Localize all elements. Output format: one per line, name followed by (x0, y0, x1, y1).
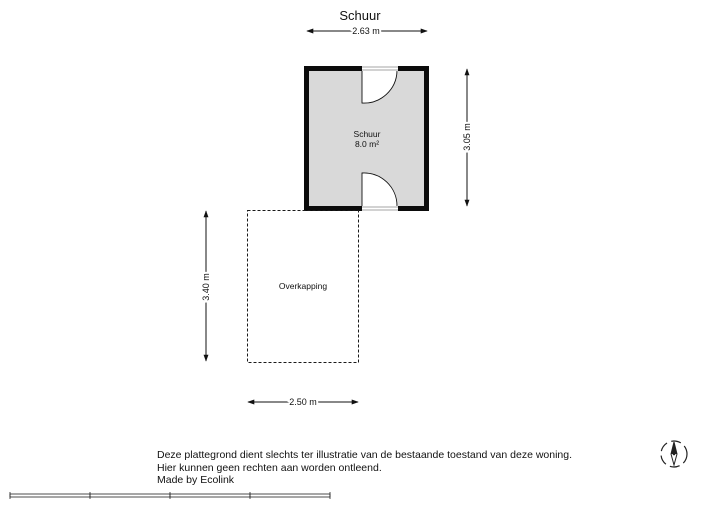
disclaimer-line: Deze plattegrond dient slechts ter illustratie van de bestaande toestand van deze woning. (157, 449, 573, 461)
dimension-right (462, 69, 472, 206)
dimension-top-label: 2.63 m (352, 26, 380, 36)
dimension-top (307, 26, 427, 36)
page-title: Schuur (339, 8, 381, 23)
room-schuur-area: 8.0 m² (354, 139, 380, 149)
room-overkapping-name: Overkapping (278, 281, 328, 291)
dimension-right-label: 3.05 m (462, 123, 472, 151)
scale-bar (10, 492, 330, 499)
made-by-line: Made by Ecolink (157, 474, 235, 486)
room-schuur (304, 65, 429, 212)
room-schuur-name: Schuur (353, 129, 381, 139)
disclaimer (157, 449, 572, 487)
dimension-bottom-label: 2.50 m (289, 397, 317, 407)
dimension-left-label: 3.40 m (201, 273, 211, 301)
dimension-left (201, 211, 211, 361)
room-overkapping (248, 211, 359, 363)
north-arrow-icon (661, 441, 687, 467)
top-door-opening (362, 65, 398, 72)
dimension-bottom (248, 397, 358, 407)
bottom-door-opening (362, 205, 398, 212)
disclaimer-line: Hier kunnen geen rechten aan worden ontleend. (157, 461, 382, 474)
